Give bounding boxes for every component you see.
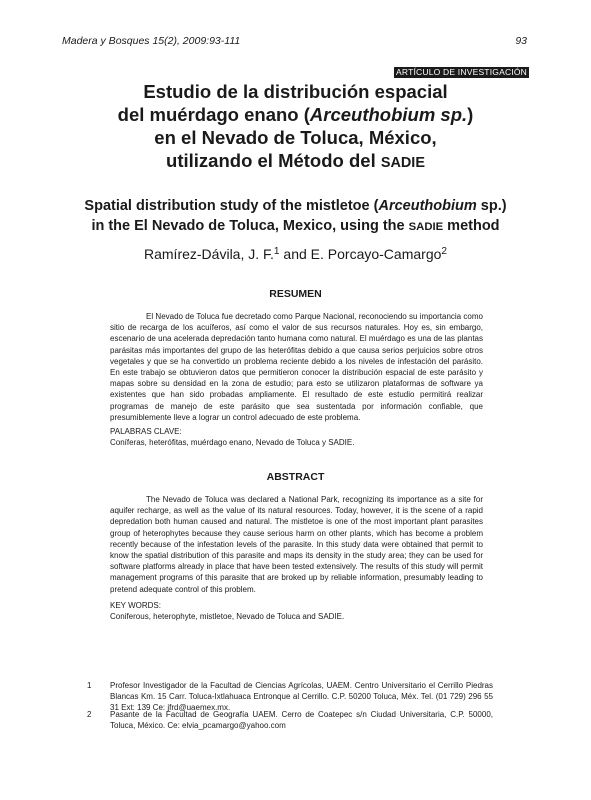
abstract-body bbox=[110, 494, 483, 595]
resumen-text: El Nevado de Toluca fue decretado como Parque Nacional, reconociendo su importancia como sitio de recarga de los acuíferos, así como el valor de sus recursos naturales. Hoy es, sin embargo, escenario de una acelerada depredación tanto humana como natural. El muérdago es una de las plantas parásitas más importantes del grupo de las heterófitas debido a que causa serios perjuicios sobre otros vegetales y que se ha convertido un problema reciente debido a los niveles de infestación del parásito. En este trabajo se obtuvieron datos que permitieron conocer la distribución espacial de este parásito y mapas sobre su densidad en la zona de estudio; para esto se utilizaron plataformas de software ya existentes que han sido probadas ampliamente. El resultado de este estudio permitirá realizar programas de manejo de este parásito que sea sustentada por información confiable, que presumiblemente lleve a lograr un control adecuado de este problema. bbox=[110, 312, 483, 422]
resumen-body bbox=[110, 311, 483, 423]
author-conjunction: and bbox=[279, 246, 311, 262]
palabras-clave-label: PALABRAS CLAVE: bbox=[110, 427, 182, 436]
title-es-sadie: SADIE bbox=[380, 155, 425, 171]
page-number: 93 bbox=[515, 35, 527, 47]
resumen-heading: RESUMEN bbox=[269, 288, 322, 300]
key-words bbox=[110, 600, 490, 622]
footnote-1-number: 1 bbox=[87, 681, 92, 690]
title-spanish bbox=[0, 80, 591, 175]
title-es-line-2-pre: del muérdago enano ( bbox=[117, 104, 310, 125]
article-type-badge: ARTÍCULO DE INVESTIGACIÓN bbox=[396, 67, 527, 77]
title-es-line-4-pre: utilizando el Método del bbox=[166, 150, 381, 171]
author-2-affiliation: 2 bbox=[441, 246, 447, 257]
palabras-clave-list: Coníferas, heterófitas, muérdago enano, Nevado de Toluca y SADIE. bbox=[110, 438, 355, 448]
title-en-sadie: SADIE bbox=[408, 221, 444, 233]
title-en-line-2-pre: in the El Nevado de Toluca, Mexico, using the bbox=[91, 218, 409, 234]
footnote-2-text: Pasante de la Facultad de Geografía UAEM. Cerro de Coatepec s/n Ciudad Universitaria, C.P. 50000, Toluca, México. Ce: elvia_pcamargo@yahoo.com bbox=[110, 710, 493, 731]
title-es-line-1: Estudio de la distribución espacial bbox=[143, 81, 448, 102]
journal-citation: Madera y Bosques 15(2), 2009:93-111 bbox=[62, 35, 241, 47]
title-es-species: Arceuthobium sp. bbox=[309, 104, 468, 125]
author-1: Ramírez-Dávila, J. F. bbox=[144, 246, 274, 262]
authors bbox=[0, 246, 591, 262]
title-en-line-2-post: method bbox=[443, 218, 500, 234]
palabras-clave bbox=[110, 426, 490, 448]
title-en-line-1-post: sp.) bbox=[476, 198, 507, 214]
key-words-list: Coniferous, heterophyte, mistletoe, Nevado de Toluca and SADIE. bbox=[110, 612, 345, 622]
title-en-line-1-pre: Spatial distribution study of the mistletoe ( bbox=[84, 198, 379, 214]
author-1-affiliation: 1 bbox=[273, 246, 280, 257]
title-es-line-2-post: ) bbox=[467, 104, 474, 125]
footnote-1-text: Profesor Investigador de la Facultad de Ciencias Agrícolas, UAEM. Centro Universitario el Cerrillo Piedras Blancas Km. 15 Carr. Toluca-Ixtlahuaca Entronque al Cerrillo. C.P. 50200 Toluca, Méx. Tel. (01 729) 296 55 31 Ext: 139 Ce: jfrd@uaemex.mx. bbox=[110, 681, 493, 713]
title-en-line-2 bbox=[0, 216, 591, 237]
abstract-text: The Nevado de Toluca was declared a National Park, recognizing its importance as a site for aquifer recharge, as well as the value of its natural resources. Today, however, it is the scene of a rapid depredation both human caused and natural. The mistletoe is one of the most important plant parasites group of heterophytes because they cause serious harm on other plants, which has become a problem recently because of the infestation levels of the parasite. In this study data were obtained that permit to know the spatial distribution of this parasite and maps its density in the study area; they can be used for software platforms already in place that have been tested extensively. The results of this study will permit management programs of this parasite that are broked up by reliable information, presumably leading to pretend adequate control of this problem. bbox=[110, 495, 483, 594]
title-english bbox=[0, 196, 591, 237]
title-es-line-3: en el Nevado de Toluca, México, bbox=[154, 127, 437, 148]
title-en-species: Arceuthobium bbox=[378, 198, 477, 214]
author-2: E. Porcayo-Camargo bbox=[310, 246, 442, 262]
footnote-2-number: 2 bbox=[87, 710, 92, 719]
title-es-line-2 bbox=[0, 103, 591, 126]
title-es-line-4 bbox=[0, 149, 591, 175]
key-words-label: KEY WORDS: bbox=[110, 601, 161, 610]
abstract-heading: ABSTRACT bbox=[266, 471, 325, 483]
title-en-line-1 bbox=[0, 196, 591, 216]
